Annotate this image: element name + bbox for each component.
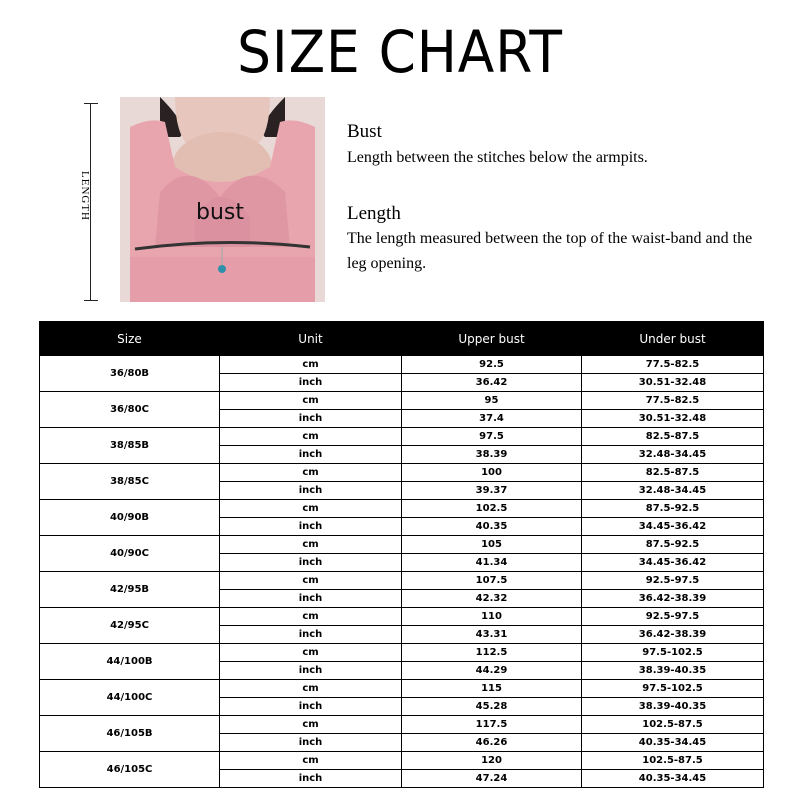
upper-bust-cell: 46.26 — [402, 734, 582, 752]
under-bust-cell: 87.5-92.5 — [582, 536, 764, 554]
unit-cell: cm — [220, 536, 402, 554]
under-bust-cell: 32.48-34.45 — [582, 482, 764, 500]
upper-bust-cell: 97.5 — [402, 428, 582, 446]
column-header-unit: Unit — [220, 322, 402, 356]
table-row — [40, 536, 764, 554]
table-row — [40, 356, 764, 374]
under-bust-cell: 32.48-34.45 — [582, 446, 764, 464]
size-cell: 46/105B — [40, 716, 220, 752]
unit-cell: inch — [220, 518, 402, 536]
size-cell: 36/80B — [40, 356, 220, 392]
under-bust-cell: 87.5-92.5 — [582, 500, 764, 518]
unit-cell: inch — [220, 482, 402, 500]
unit-cell: cm — [220, 500, 402, 518]
under-bust-cell: 30.51-32.48 — [582, 410, 764, 428]
under-bust-cell: 92.5-97.5 — [582, 608, 764, 626]
upper-bust-cell: 112.5 — [402, 644, 582, 662]
under-bust-cell: 38.39-40.35 — [582, 698, 764, 716]
unit-cell: inch — [220, 698, 402, 716]
table-row — [40, 428, 764, 446]
unit-cell: inch — [220, 590, 402, 608]
unit-cell: cm — [220, 644, 402, 662]
unit-cell: cm — [220, 608, 402, 626]
table-row — [40, 392, 764, 410]
upper-bust-cell: 100 — [402, 464, 582, 482]
column-header-upper-bust: Upper bust — [402, 322, 582, 356]
upper-bust-cell: 92.5 — [402, 356, 582, 374]
upper-bust-cell: 37.4 — [402, 410, 582, 428]
length-text: The length measured between the top of the waist-band and the leg opening. — [347, 230, 753, 272]
upper-bust-cell: 38.39 — [402, 446, 582, 464]
under-bust-cell: 102.5-87.5 — [582, 752, 764, 770]
unit-cell: cm — [220, 572, 402, 590]
unit-cell: cm — [220, 752, 402, 770]
table-row — [40, 680, 764, 698]
under-bust-cell: 102.5-87.5 — [582, 716, 764, 734]
upper-bust-cell: 105 — [402, 536, 582, 554]
upper-bust-cell: 117.5 — [402, 716, 582, 734]
table-row — [40, 644, 764, 662]
table-row — [40, 572, 764, 590]
upper-bust-cell: 40.35 — [402, 518, 582, 536]
unit-cell: inch — [220, 554, 402, 572]
length-heading: Length — [347, 203, 401, 224]
under-bust-cell: 34.45-36.42 — [582, 554, 764, 572]
table-row — [40, 500, 764, 518]
bust-text: Length between the stitches below the armpits. — [347, 149, 648, 166]
length-axis-label: LENGTH — [79, 171, 91, 221]
unit-cell: inch — [220, 770, 402, 788]
table-header-row — [40, 322, 764, 356]
unit-cell: cm — [220, 428, 402, 446]
size-cell: 38/85B — [40, 428, 220, 464]
upper-bust-cell: 102.5 — [402, 500, 582, 518]
unit-cell: cm — [220, 680, 402, 698]
bra-model-illustration — [120, 97, 325, 302]
size-table — [39, 321, 764, 788]
table-row — [40, 716, 764, 734]
upper-bust-cell: 36.42 — [402, 374, 582, 392]
upper-bust-cell: 44.29 — [402, 662, 582, 680]
size-cell: 40/90B — [40, 500, 220, 536]
size-cell: 36/80C — [40, 392, 220, 428]
under-bust-cell: 30.51-32.48 — [582, 374, 764, 392]
under-bust-cell: 97.5-102.5 — [582, 680, 764, 698]
under-bust-cell: 36.42-38.39 — [582, 590, 764, 608]
page-title: SIZE CHART — [237, 18, 563, 86]
under-bust-cell: 82.5-87.5 — [582, 428, 764, 446]
unit-cell: inch — [220, 626, 402, 644]
bust-diagram-label: bust — [196, 200, 244, 225]
under-bust-cell: 77.5-82.5 — [582, 356, 764, 374]
unit-cell: inch — [220, 662, 402, 680]
unit-cell: inch — [220, 446, 402, 464]
upper-bust-cell: 107.5 — [402, 572, 582, 590]
size-cell: 38/85C — [40, 464, 220, 500]
upper-bust-cell: 41.34 — [402, 554, 582, 572]
upper-bust-cell: 45.28 — [402, 698, 582, 716]
under-bust-cell: 92.5-97.5 — [582, 572, 764, 590]
bust-heading: Bust — [347, 121, 382, 142]
unit-cell: cm — [220, 464, 402, 482]
under-bust-cell: 40.35-34.45 — [582, 734, 764, 752]
bust-description — [347, 121, 767, 170]
table-row — [40, 464, 764, 482]
upper-bust-cell: 110 — [402, 608, 582, 626]
unit-cell: cm — [220, 356, 402, 374]
under-bust-cell: 34.45-36.42 — [582, 518, 764, 536]
under-bust-cell: 82.5-87.5 — [582, 464, 764, 482]
column-header-under-bust: Under bust — [582, 322, 764, 356]
unit-cell: inch — [220, 410, 402, 428]
size-cell: 42/95B — [40, 572, 220, 608]
upper-bust-cell: 39.37 — [402, 482, 582, 500]
upper-bust-cell: 43.31 — [402, 626, 582, 644]
under-bust-cell: 40.35-34.45 — [582, 770, 764, 788]
unit-cell: inch — [220, 374, 402, 392]
upper-bust-cell: 42.32 — [402, 590, 582, 608]
length-description — [347, 203, 767, 276]
unit-cell: cm — [220, 392, 402, 410]
upper-bust-cell: 120 — [402, 752, 582, 770]
unit-cell: inch — [220, 734, 402, 752]
size-cell: 46/105C — [40, 752, 220, 788]
table-row — [40, 608, 764, 626]
under-bust-cell: 97.5-102.5 — [582, 644, 764, 662]
size-cell: 40/90C — [40, 536, 220, 572]
under-bust-cell: 36.42-38.39 — [582, 626, 764, 644]
size-cell: 42/95C — [40, 608, 220, 644]
unit-cell: cm — [220, 716, 402, 734]
upper-bust-cell: 47.24 — [402, 770, 582, 788]
under-bust-cell: 77.5-82.5 — [582, 392, 764, 410]
upper-bust-cell: 95 — [402, 392, 582, 410]
table-row — [40, 752, 764, 770]
under-bust-cell: 38.39-40.35 — [582, 662, 764, 680]
size-cell: 44/100C — [40, 680, 220, 716]
size-cell: 44/100B — [40, 644, 220, 680]
upper-bust-cell: 115 — [402, 680, 582, 698]
column-header-size: Size — [40, 322, 220, 356]
